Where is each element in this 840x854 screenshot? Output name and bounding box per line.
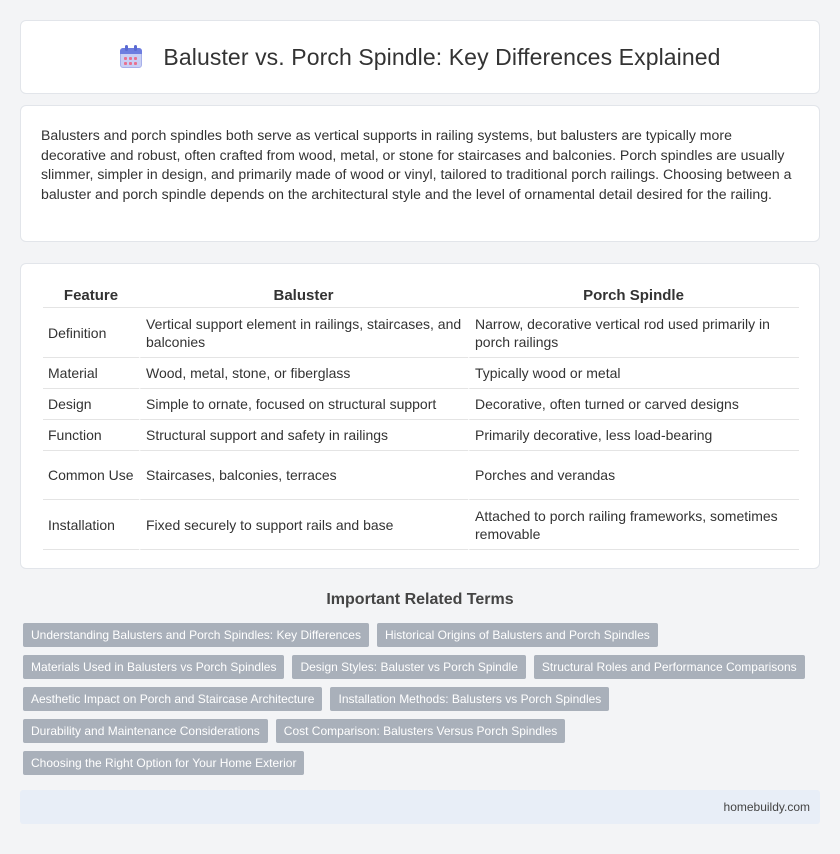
cell-baluster: Staircases, balconies, terraces (139, 451, 468, 500)
title-wrap (119, 44, 720, 71)
related-term-tag[interactable]: Aesthetic Impact on Porch and Staircase Architecture (23, 687, 322, 711)
cell-baluster: Structural support and safety in railings (139, 420, 468, 451)
table-row (43, 389, 799, 420)
related-term-tag[interactable]: Cost Comparison: Balusters Versus Porch Spindles (276, 719, 565, 743)
table-row (43, 358, 799, 389)
cell-spindle: Narrow, decorative vertical rod used primarily in porch railings (468, 308, 799, 358)
cell-feature: Common Use (43, 451, 139, 500)
related-term-tag[interactable]: Materials Used in Balusters vs Porch Spindles (23, 655, 284, 679)
table-header-row (43, 284, 799, 308)
footer-site-link[interactable]: homebuildy.com (723, 800, 810, 814)
related-terms-title: Important Related Terms (326, 591, 514, 608)
related-term-tag[interactable]: Durability and Maintenance Considerations (23, 719, 268, 743)
related-term-tag[interactable]: Design Styles: Baluster vs Porch Spindle (292, 655, 525, 679)
related-term-tag[interactable]: Installation Methods: Balusters vs Porch Spindles (330, 687, 609, 711)
calendar-icon (119, 44, 143, 70)
cell-spindle: Typically wood or metal (468, 358, 799, 389)
related-terms-list (23, 623, 823, 783)
table-row (43, 500, 799, 550)
table-row (43, 420, 799, 451)
cell-baluster: Fixed securely to support rails and base (139, 500, 468, 550)
cell-feature: Function (43, 420, 139, 451)
page-title: Baluster vs. Porch Spindle: Key Differences Explained (163, 43, 721, 70)
cell-feature: Design (43, 389, 139, 420)
intro-card (20, 105, 820, 242)
cell-feature: Definition (43, 308, 139, 358)
related-term-tag[interactable]: Choosing the Right Option for Your Home Exterior (23, 751, 304, 775)
title-card (20, 20, 820, 94)
cell-baluster: Simple to ornate, focused on structural support (139, 389, 468, 420)
cell-feature: Installation (43, 500, 139, 550)
cell-spindle: Decorative, often turned or carved designs (468, 389, 799, 420)
footer (20, 790, 820, 824)
related-term-tag[interactable]: Historical Origins of Balusters and Porch Spindles (377, 623, 658, 647)
header-feature: Feature (43, 284, 139, 308)
cell-baluster: Vertical support element in railings, staircases, and balconies (139, 308, 468, 358)
cell-spindle: Primarily decorative, less load-bearing (468, 420, 799, 451)
cell-baluster: Wood, metal, stone, or fiberglass (139, 358, 468, 389)
related-term-tag[interactable]: Understanding Balusters and Porch Spindles: Key Differences (23, 623, 369, 647)
intro-paragraph: Balusters and porch spindles both serve as vertical supports in railing systems, but balusters are typically more decorative and robust, often crafted from wood, metal, or stone for staircases and balconies. Porch spindles are usually slimmer, simpler in design, and primarily made of wood or vinyl, tailored to traditional porch railings. Choosing between a baluster and porch spindle depends on the architectural style and the level of ornamental detail desired for the railing. (41, 127, 792, 202)
comparison-table-card (20, 263, 820, 569)
table-row (43, 308, 799, 358)
table-row (43, 451, 799, 500)
related-term-tag[interactable]: Structural Roles and Performance Comparisons (534, 655, 805, 679)
cell-feature: Material (43, 358, 139, 389)
comparison-table (43, 284, 799, 550)
cell-spindle: Attached to porch railing frameworks, sometimes removable (468, 500, 799, 550)
cell-spindle: Porches and verandas (468, 451, 799, 500)
header-baluster: Baluster (139, 284, 468, 308)
header-porch-spindle: Porch Spindle (468, 284, 799, 308)
